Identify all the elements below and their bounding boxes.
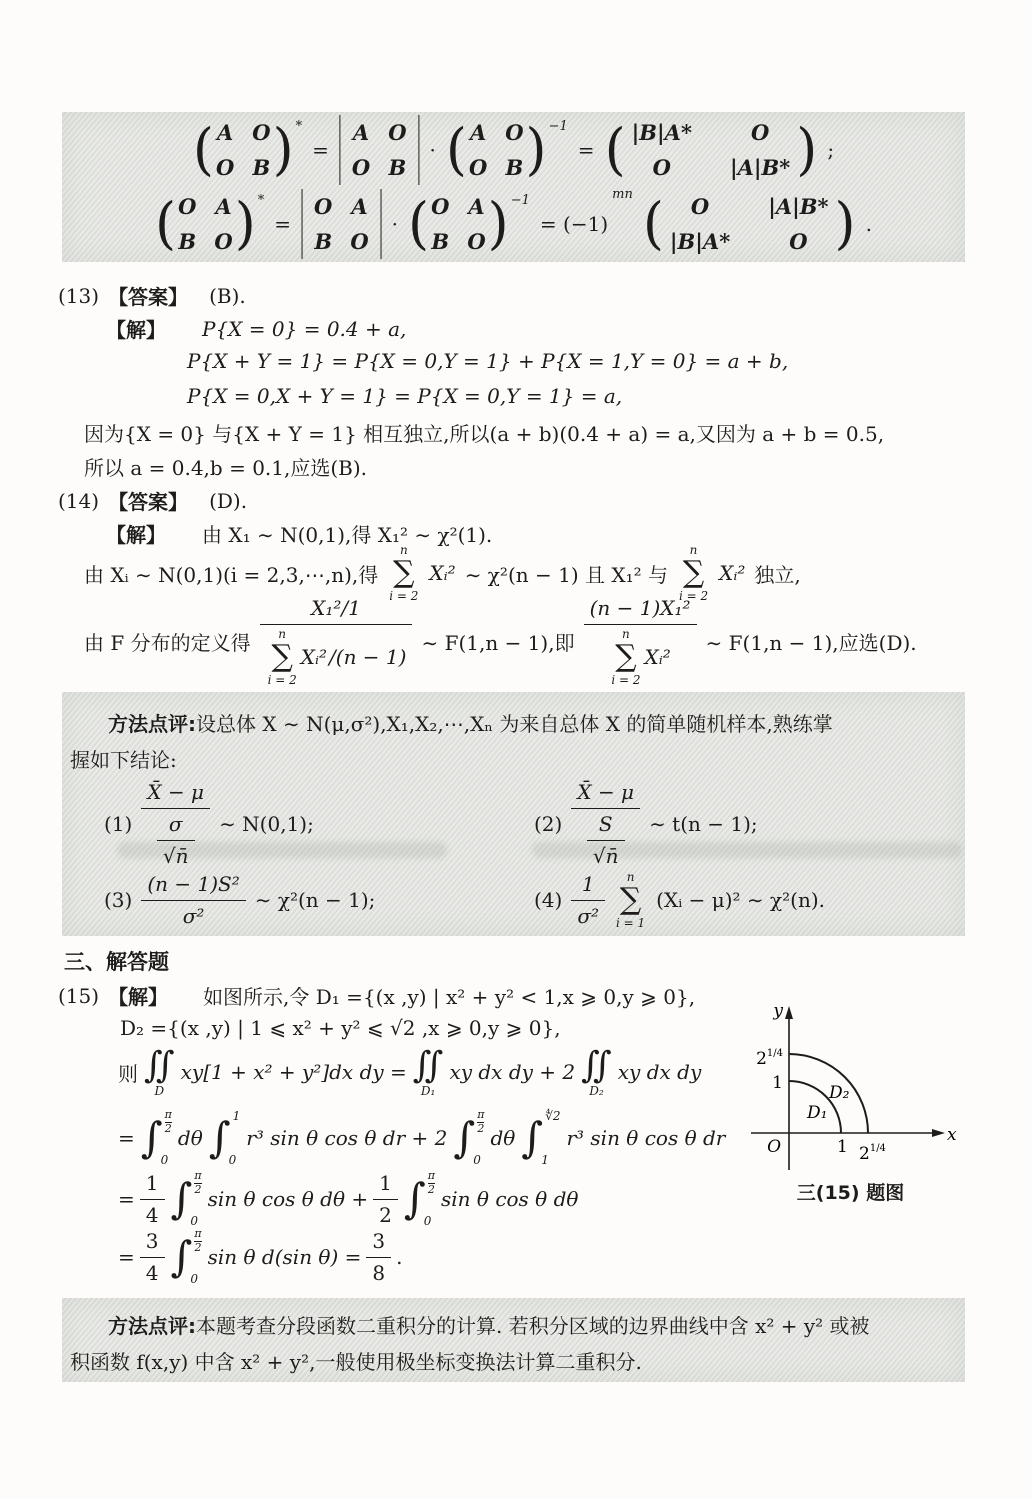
det-cell: A (352, 120, 370, 145)
matrix-cell: O (468, 155, 488, 180)
q14-line3a: 由 F 分布的定义得 (84, 630, 251, 655)
multiplication-dot: · (391, 212, 398, 236)
q14-line2a: 由 Xᵢ ∼ N(0,1)(i = 2,3,⋯,n),得 (84, 562, 379, 587)
matrix-cell: A (469, 120, 487, 145)
fraction-numerator: (n − 1)S² (147, 871, 240, 896)
integral-symbol: ∫ (521, 1113, 544, 1162)
lower-limit: 0 (473, 1153, 481, 1167)
left-paren: ( (445, 116, 467, 183)
fraction-denominator: 4 (140, 1199, 165, 1228)
sigma-symbol: ∑ (619, 882, 642, 917)
matrix-result-antidiag (642, 190, 856, 257)
matrix-cell: B (178, 229, 197, 254)
fraction-denominator: √n̄ (587, 840, 625, 869)
one-quarter-fraction (140, 1171, 165, 1228)
integral-domain: D (154, 1083, 165, 1098)
right-paren: ) (487, 190, 509, 257)
conclusion-2-tail: ∼ t(n − 1); (649, 812, 758, 836)
figure-caption (733, 1178, 968, 1205)
q14-line3 (84, 589, 917, 690)
note1-text1: 设总体 X ∼ N(μ,σ²),X₁,X₂,⋯,Xₙ 为来自总体 X 的简单随机样本,熟练掌 (196, 712, 833, 736)
conclusion-3-label: (3) (104, 888, 133, 912)
sigma-symbol: ∑ (393, 555, 415, 590)
pi: π (427, 1169, 436, 1182)
x-tick-fourth-root-2: $2^{1/4}$ (859, 1143, 886, 1164)
det-cell: O (388, 120, 407, 145)
integral-symbol: ∫ (453, 1113, 476, 1162)
lower-limit: 0 (190, 1214, 199, 1228)
matrix-cell: O (652, 155, 671, 180)
matrix-cells (214, 120, 273, 180)
q14-number: (14) (58, 488, 100, 513)
two: 2 (477, 1121, 485, 1135)
q14-answer-label: 【答案】 (108, 490, 189, 514)
note1-line2 (70, 744, 177, 773)
matrix-cells (176, 194, 235, 254)
inverse-superscript: −1 (548, 119, 568, 134)
two: 2 (164, 1121, 172, 1135)
matrix-AO-OB-inverse (445, 116, 568, 183)
three-quarters-fraction (140, 1229, 165, 1286)
period: . (396, 1245, 403, 1269)
x-axis-arrowhead (932, 1129, 945, 1137)
q14-line3c: ∼ F(1,n − 1),应选(D). (705, 630, 917, 655)
q13-solution-label: 【解】 (106, 318, 166, 342)
q13-text-line5 (84, 452, 367, 481)
q15-line2-text: D₂ ={(x ,y) | 1 ⩽ x² + y² ⩽ √2 ,x ⩾ 0,y ⩾ 0}, (120, 1016, 561, 1040)
fraction-denominator: 4 (140, 1257, 165, 1286)
double-integral-D (144, 1044, 175, 1098)
y-tick-fourth-root-2: $2^{1/4}$ (756, 1048, 783, 1069)
matrix-cell: |B|A* (631, 120, 692, 145)
det-cell: B (388, 155, 407, 180)
matrix-OA-BO-adjugate (155, 190, 265, 257)
fraction-denominator (260, 624, 413, 686)
summation (616, 871, 645, 929)
f-ratio-fraction (260, 596, 413, 686)
matrix-OA-BO-inverse (408, 190, 530, 257)
integral-symbol: ∫ (403, 1174, 426, 1223)
conclusion-4-label: (4) (534, 888, 563, 912)
method-comment-box-polar (62, 1298, 965, 1382)
q13-answer: (B). (209, 283, 246, 308)
fraction-numerator: X₁²/1 (311, 596, 361, 620)
det-cell: B (314, 229, 333, 254)
matrix-cell: O (467, 229, 486, 254)
q15-l3-a: 则 (118, 1061, 138, 1086)
q14-answer: (D). (209, 488, 248, 513)
lower-limit: 0 (160, 1153, 169, 1167)
conclusion-1-tail: ∼ N(0,1); (219, 812, 314, 836)
fraction-numerator: σ (168, 811, 183, 836)
equals-sign: = (577, 138, 595, 162)
standardized-mean-fraction (141, 780, 210, 869)
integral-symbol: ∫ (140, 1113, 163, 1162)
conclusion-1-label: (1) (104, 812, 133, 836)
matrix-cell: O (252, 120, 271, 145)
sigma-over-sqrt-n (157, 812, 195, 869)
left-paren: ( (604, 116, 626, 183)
fraction-numerator: 1 (581, 871, 595, 896)
matrix-cell: |B|A* (669, 229, 731, 254)
equals-sign: = (274, 212, 292, 236)
equals-sign: = (118, 1245, 135, 1269)
multiplication-dot: · (429, 138, 436, 162)
result-three-eighths (366, 1229, 391, 1286)
q15-l4-a: dθ (177, 1126, 203, 1150)
matrix-cell: O (690, 194, 710, 219)
sum-lower-limit: i = 2 (389, 589, 419, 603)
note2-title: 方法点评: (108, 1314, 196, 1338)
upper-limit-pi-over-2 (477, 1109, 484, 1135)
integral-domain: D₁ (420, 1083, 436, 1098)
method-comment-box-statistics (62, 692, 965, 936)
double-integral-D1 (412, 1044, 444, 1098)
conclusion-3 (104, 870, 375, 930)
q15-l3-b: xy[1 + x² + y²]dx dy = (180, 1060, 407, 1084)
fraction-numerator: 3 (145, 1228, 159, 1253)
matrix-cells (664, 194, 835, 254)
sum-body: Xᵢ² (719, 561, 746, 585)
sum-lower-limit: i = 2 (267, 673, 297, 687)
q15-line3 (118, 1044, 701, 1100)
matrix-cell: B (505, 155, 524, 180)
q15-solution-row1 (58, 981, 695, 1010)
matrix-identity-eq2 (155, 188, 872, 260)
q13-eq-line2-text: P{X + Y = 1} = P{X = 0,Y = 1} + P{X = 1,Y = 0} = a + b, (187, 349, 789, 373)
x-tick-one: 1 (837, 1137, 848, 1157)
inverse-superscript: −1 (510, 193, 530, 208)
sum-lower-limit: i = 2 (611, 673, 641, 687)
matrix-identities-box (62, 112, 965, 262)
sum-body: Xᵢ² (300, 644, 328, 669)
upper-limit-pi-over-2 (165, 1109, 172, 1135)
sum-lower-limit: i = 1 (616, 916, 646, 930)
q15-line2 (120, 1016, 561, 1040)
sum-upper-limit: n (399, 543, 408, 557)
fraction-numerator: 1 (145, 1170, 159, 1195)
q15-line5 (118, 1170, 578, 1228)
figure-caption-text: 三(15) 题图 (796, 1182, 905, 1204)
integral-0-to-1 (209, 1109, 241, 1167)
q15-l4-b: r³ sin θ cos θ dr + 2 (246, 1126, 448, 1150)
q15-number: (15) (58, 983, 100, 1008)
x-axis-label: x (947, 1125, 957, 1145)
fraction-denominator (141, 808, 210, 869)
right-paren: ) (272, 116, 294, 183)
conclusion-3-tail: ∼ χ²(n − 1); (254, 888, 376, 912)
s-over-sqrt-n (587, 812, 625, 869)
fraction-denominator: σ² (141, 900, 245, 929)
fraction-denominator: 2 (373, 1199, 398, 1228)
sigma-symbol: ∑ (615, 639, 637, 674)
determinant-OA-BO (301, 189, 382, 259)
equals-sign: = (312, 138, 329, 162)
sum-upper-limit: n (626, 870, 635, 884)
fraction-denominator (584, 624, 697, 686)
y-axis-arrowhead (785, 1006, 793, 1019)
note1-title: 方法点评: (108, 712, 196, 736)
matrix-result-block-diag (604, 116, 818, 183)
equals-sign: = (118, 1126, 135, 1150)
q14-solution-label: 【解】 (106, 523, 166, 547)
note1-line1 (108, 708, 833, 737)
conclusion-1 (104, 772, 314, 876)
determinant-AO-OB (339, 115, 420, 185)
q14-line2b: ∼ χ²(n − 1) 且 X₁² 与 (464, 562, 668, 587)
pi: π (194, 1169, 202, 1182)
summation (611, 628, 640, 686)
det-cell: O (314, 194, 333, 219)
matrix-AO-OB-adjugate (192, 116, 303, 183)
conclusion-4-tail: (Xᵢ − μ)² ∼ χ²(n). (656, 888, 825, 912)
region-label-D2: D₂ (829, 1083, 850, 1103)
pi: π (194, 1227, 202, 1240)
upper-limit-pi-over-2 (194, 1228, 201, 1254)
matrix-cell: O (431, 194, 450, 219)
conclusion-2 (534, 772, 758, 876)
summation (268, 628, 297, 686)
left-paren: ( (155, 190, 177, 257)
equals-sign: = (118, 1187, 135, 1211)
conclusion-2-label: (2) (534, 812, 563, 836)
note2-text2: 积函数 f(x,y) 中含 x² + y²,一般使用极坐标变换法计算二重积分. (70, 1350, 642, 1374)
q14-line2c: 独立, (754, 562, 801, 587)
sum-upper-limit: n (278, 627, 287, 641)
fraction-denominator (571, 808, 640, 869)
matrix-identity-eq1 (193, 114, 834, 186)
origin-label: O (767, 1137, 781, 1157)
left-paren: ( (192, 116, 214, 183)
adjugate-star-superscript: * (257, 193, 265, 208)
matrix-cell: O (789, 229, 808, 254)
q13-number: (13) (58, 283, 100, 308)
two: 2 (194, 1240, 202, 1254)
fraction-numerator: 3 (372, 1228, 386, 1253)
integral-domain: D₂ (589, 1083, 604, 1098)
two: 2 (427, 1182, 435, 1196)
integral-0-to-pi-over-2 (171, 1170, 202, 1228)
matrix-cell: A (215, 194, 232, 219)
q13-answer-label: 【答案】 (108, 285, 189, 309)
pi: π (164, 1108, 172, 1121)
q15-l5-a: sin θ cos θ dθ + (207, 1187, 369, 1211)
left-paren: ( (408, 190, 430, 257)
section-heading-solutions (64, 946, 169, 976)
sum-body: Xᵢ² (644, 644, 671, 669)
sum-upper-limit: n (689, 543, 698, 557)
q15-l4-c: dθ (490, 1126, 516, 1150)
equals-minus-one-power: = (−1) (539, 212, 609, 236)
t-statistic-fraction (571, 780, 640, 869)
mn-exponent: mn (612, 187, 633, 202)
q15-l3-c: xy dx dy + 2 (449, 1060, 576, 1084)
matrix-cell: B (252, 155, 271, 180)
fraction-numerator: S (598, 811, 613, 836)
upper-limit: ∜2 (545, 1109, 561, 1123)
integral-0-to-pi-over-2 (141, 1109, 172, 1167)
sum-body: Xᵢ² (429, 561, 456, 585)
two: 2 (194, 1182, 202, 1196)
q15-l6-a: sin θ d(sin θ) = (207, 1245, 362, 1269)
sigma-symbol: ∑ (271, 639, 293, 674)
double-integral-D2 (581, 1044, 612, 1098)
det-cell: O (351, 155, 371, 180)
q13-text-line4 (84, 418, 884, 447)
fraction-denominator: 8 (366, 1257, 391, 1286)
matrix-cell: A (468, 194, 485, 219)
note1-text2: 握如下结论: (70, 748, 177, 772)
integral-0-to-pi-over-2 (171, 1228, 202, 1286)
q13-text-line5-text: 所以 a = 0.4,b = 0.1,应选(B). (84, 456, 368, 480)
region-label-D1: D₁ (807, 1103, 828, 1123)
denominator-tail: /(n − 1) (329, 644, 407, 669)
period: . (865, 212, 872, 236)
q15-l4-d: r³ sin θ cos θ dr (566, 1126, 726, 1150)
matrix-cell: O (178, 194, 197, 219)
q13-answer-row (58, 281, 246, 310)
matrix-cells (467, 120, 526, 180)
note2-line2 (70, 1346, 642, 1375)
matrix-cell: O (505, 120, 524, 145)
section-heading-text: 三、解答题 (64, 950, 169, 974)
double-integral-symbol: ∬ (412, 1044, 444, 1086)
upper-limit-pi-over-2 (428, 1170, 435, 1196)
note2-text1: 本题考查分段函数二重积分的计算. 若积分区域的边界曲线中含 x² + y² 或被 (196, 1314, 870, 1338)
fraction-numerator: X̄ − μ (147, 779, 205, 804)
q15-l5-b: sin θ cos θ dθ (441, 1187, 579, 1211)
q15-l3-d: xy dx dy (617, 1060, 702, 1084)
fraction-numerator: (n − 1)X₁² (589, 596, 691, 620)
matrix-cell: |A|B* (768, 194, 829, 219)
q13-eq-line1: P{X = 0} = 0.4 + a, (202, 316, 407, 341)
one-over-sigma-squared (571, 872, 605, 929)
q13-text-line4-text: 因为{X = 0} 与{X + Y = 1} 相互独立,所以(a + b)(0.4 + a) = a,又因为 a + b = 0.5, (84, 422, 885, 446)
chi-square-fraction (141, 872, 245, 929)
f-ratio-fraction-simplified (584, 596, 697, 686)
q14-answer-row (58, 486, 247, 515)
lower-limit: 1 (541, 1153, 549, 1167)
upper-limit-pi-over-2 (194, 1170, 201, 1196)
fraction-numerator: X̄ − μ (577, 779, 635, 804)
q15-line6 (118, 1228, 402, 1286)
left-paren: ( (642, 190, 664, 257)
matrix-cell: O (750, 120, 770, 145)
sum-lower-limit: i = 2 (678, 589, 709, 603)
y-tick-one: 1 (772, 1073, 783, 1093)
lower-limit: 0 (423, 1214, 432, 1228)
matrix-cells (626, 120, 797, 180)
integral-0-to-pi-over-2 (453, 1109, 484, 1167)
q15-solution-label: 【解】 (108, 985, 169, 1009)
integral-symbol: ∫ (170, 1174, 193, 1223)
integral-0-to-pi-over-2 (404, 1170, 435, 1228)
lower-limit: 0 (228, 1153, 237, 1167)
note2-line1 (108, 1310, 870, 1339)
q13-solution-row1 (106, 314, 406, 343)
fraction-denominator: √n̄ (157, 840, 195, 869)
q13-eq-line3 (187, 384, 622, 408)
matrix-cell: A (216, 120, 234, 145)
integral-symbol: ∫ (208, 1113, 231, 1162)
integral-1-to-fourth-root-2 (521, 1109, 560, 1167)
det-cell: O (350, 229, 369, 254)
q14-line1: 由 X₁ ∼ N(0,1),得 X₁² ∼ χ²(1). (202, 523, 493, 547)
right-paren: ) (234, 190, 256, 257)
right-paren: ) (525, 116, 547, 183)
one-half-fraction (373, 1171, 398, 1228)
pi: π (477, 1108, 485, 1121)
integral-symbol: ∫ (170, 1232, 193, 1281)
lower-limit: 0 (190, 1272, 199, 1286)
fraction-numerator: 1 (379, 1170, 392, 1195)
matrix-cell: B (431, 229, 450, 254)
q13-eq-line2 (187, 349, 788, 373)
double-integral-symbol: ∬ (581, 1044, 612, 1086)
q15-figure-diagram (733, 1000, 968, 1178)
matrix-cell: O (214, 229, 233, 254)
q15-line4 (118, 1108, 725, 1168)
fraction-denominator: σ² (571, 900, 605, 929)
right-paren: ) (834, 190, 856, 257)
sum-upper-limit: n (622, 627, 630, 641)
right-paren: ) (796, 116, 818, 183)
matrix-cell: |A|B* (729, 155, 791, 180)
conclusion-4 (534, 864, 825, 936)
adjugate-star-superscript: * (295, 119, 303, 134)
matrix-cell: O (215, 155, 235, 180)
double-integral-symbol: ∬ (144, 1044, 175, 1086)
sigma-symbol: ∑ (682, 555, 705, 590)
q13-eq-line3-text: P{X = 0,X + Y = 1} = P{X = 0,Y = 1} = a, (187, 384, 623, 408)
y-axis-label: y (773, 1001, 783, 1021)
q14-line3b: ∼ F(1,n − 1),即 (421, 630, 575, 655)
q15-line1: 如图所示,令 D₁ ={(x ,y) | x² + y² < 1,x ⩾ 0,y ⩾ 0}, (203, 985, 696, 1009)
det-cell: A (351, 194, 368, 219)
upper-limit: 1 (232, 1109, 241, 1123)
matrix-cells (429, 194, 488, 254)
semicolon: ; (827, 138, 835, 162)
